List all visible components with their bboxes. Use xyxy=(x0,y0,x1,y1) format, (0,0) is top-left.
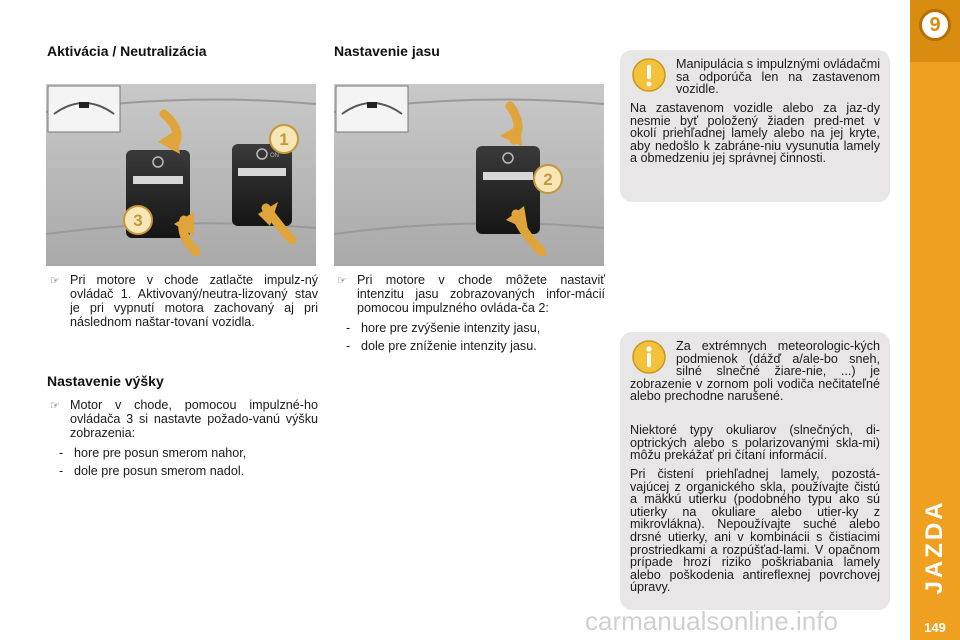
brightness-text xyxy=(333,273,605,357)
activation-paragraph: Pri motore v chode zatlačte impulz-ný ovládač 1. Aktivovaný/neutra-lizovaný stav je pri vypnutí motora zachovaný aj pri následnom naštar-tovaní vozidla. xyxy=(70,273,318,329)
figure-activation-buttons xyxy=(46,84,316,266)
brightness-illustration xyxy=(334,84,604,266)
finger-icon: ☞ xyxy=(50,400,60,412)
chapter-title: JAZDA xyxy=(921,499,948,595)
heading-activation: Aktivácia / Neutralizácia xyxy=(47,43,207,59)
switch-on-label: ON xyxy=(270,153,279,159)
info-para-3: Pri čistení priehľadnej lamely, pozostá-vajúcej z organického skla, používajte čistú a mäkkú utierku (podobného typu ako sú utierky na okuliare alebo utier-ky z mikrovlákna). Nepoužívajte suché alebo drsné utierky, ani v kombinácii s čistiacimi prostriedkami a rozpúšťad-lami. V opačnom prípade hrozí riziko poškriabania lamely alebo poškodenia antireflexnej povrchovej úpravy. xyxy=(630,467,880,595)
info-box xyxy=(620,332,890,610)
height-text xyxy=(46,398,318,482)
figure-label-3: 3 xyxy=(133,211,143,230)
warning-body: Na zastavenom vozidle alebo za jaz-dy nesmie byť položený žiaden pred-met v okolí priehľadnej lamely alebo na jej kryte, aby nedošlo k zabráne-niu vysunutia lamely a obmedzeniu jej správnej činnosti. xyxy=(630,101,880,166)
chapter-tab-header xyxy=(910,0,960,62)
heading-brightness: Nastavenie jasu xyxy=(334,43,440,59)
list-item: - dole pre zníženie intenzity jasu. xyxy=(346,339,537,353)
info-para-2: Niektoré typy okuliarov (slnečných, di-optrických alebo s polarizovanými skla-mi) môžu prekážať pri čítaní informácií. xyxy=(630,423,880,463)
list-item: - dole pre posun smerom nadol. xyxy=(59,464,245,478)
activation-text xyxy=(46,273,318,329)
buttons-illustration xyxy=(46,84,316,266)
chapter-tab xyxy=(910,0,960,640)
info-lead: Za extrémnych meteorologic-kých podmienok (dážď a/ale-bo sneh, silné slnečné žiare-nie, ...) je zobrazenie v zornom poli vodiča nečitateľné alebo prechodne narušené. xyxy=(630,339,880,404)
watermark: carmanualsonline.info xyxy=(585,606,838,636)
figure-label-2: 2 xyxy=(543,170,553,189)
chapter-number: 9 xyxy=(919,9,951,41)
brightness-paragraph: Pri motore v chode môžete nastaviť intenzitu jasu zobrazovaných infor-mácií pomocou impulzného ovláda-ča 2: xyxy=(357,273,605,315)
warning-box xyxy=(620,50,890,202)
finger-icon: ☞ xyxy=(337,275,347,287)
page-number: 149 xyxy=(924,620,946,635)
brightness-list xyxy=(333,321,605,353)
figure-label-1: 1 xyxy=(279,130,289,149)
finger-icon: ☞ xyxy=(50,275,60,287)
figure-brightness-button xyxy=(334,84,604,266)
heading-height: Nastavenie výšky xyxy=(47,373,164,389)
list-item: - hore pre posun smerom nahor, xyxy=(59,446,247,460)
warning-lead: Manipulácia s impulznými ovládačmi sa odporúča len na zastavenom vozidle. xyxy=(676,57,880,97)
height-paragraph: Motor v chode, pomocou impulzné-ho ovládača 3 si nastavte požado-vanú výšku zobrazenia: xyxy=(70,398,318,440)
height-list xyxy=(46,446,318,478)
list-item: - hore pre zvýšenie intenzity jasu, xyxy=(346,321,541,335)
exclamation-icon xyxy=(632,58,666,92)
